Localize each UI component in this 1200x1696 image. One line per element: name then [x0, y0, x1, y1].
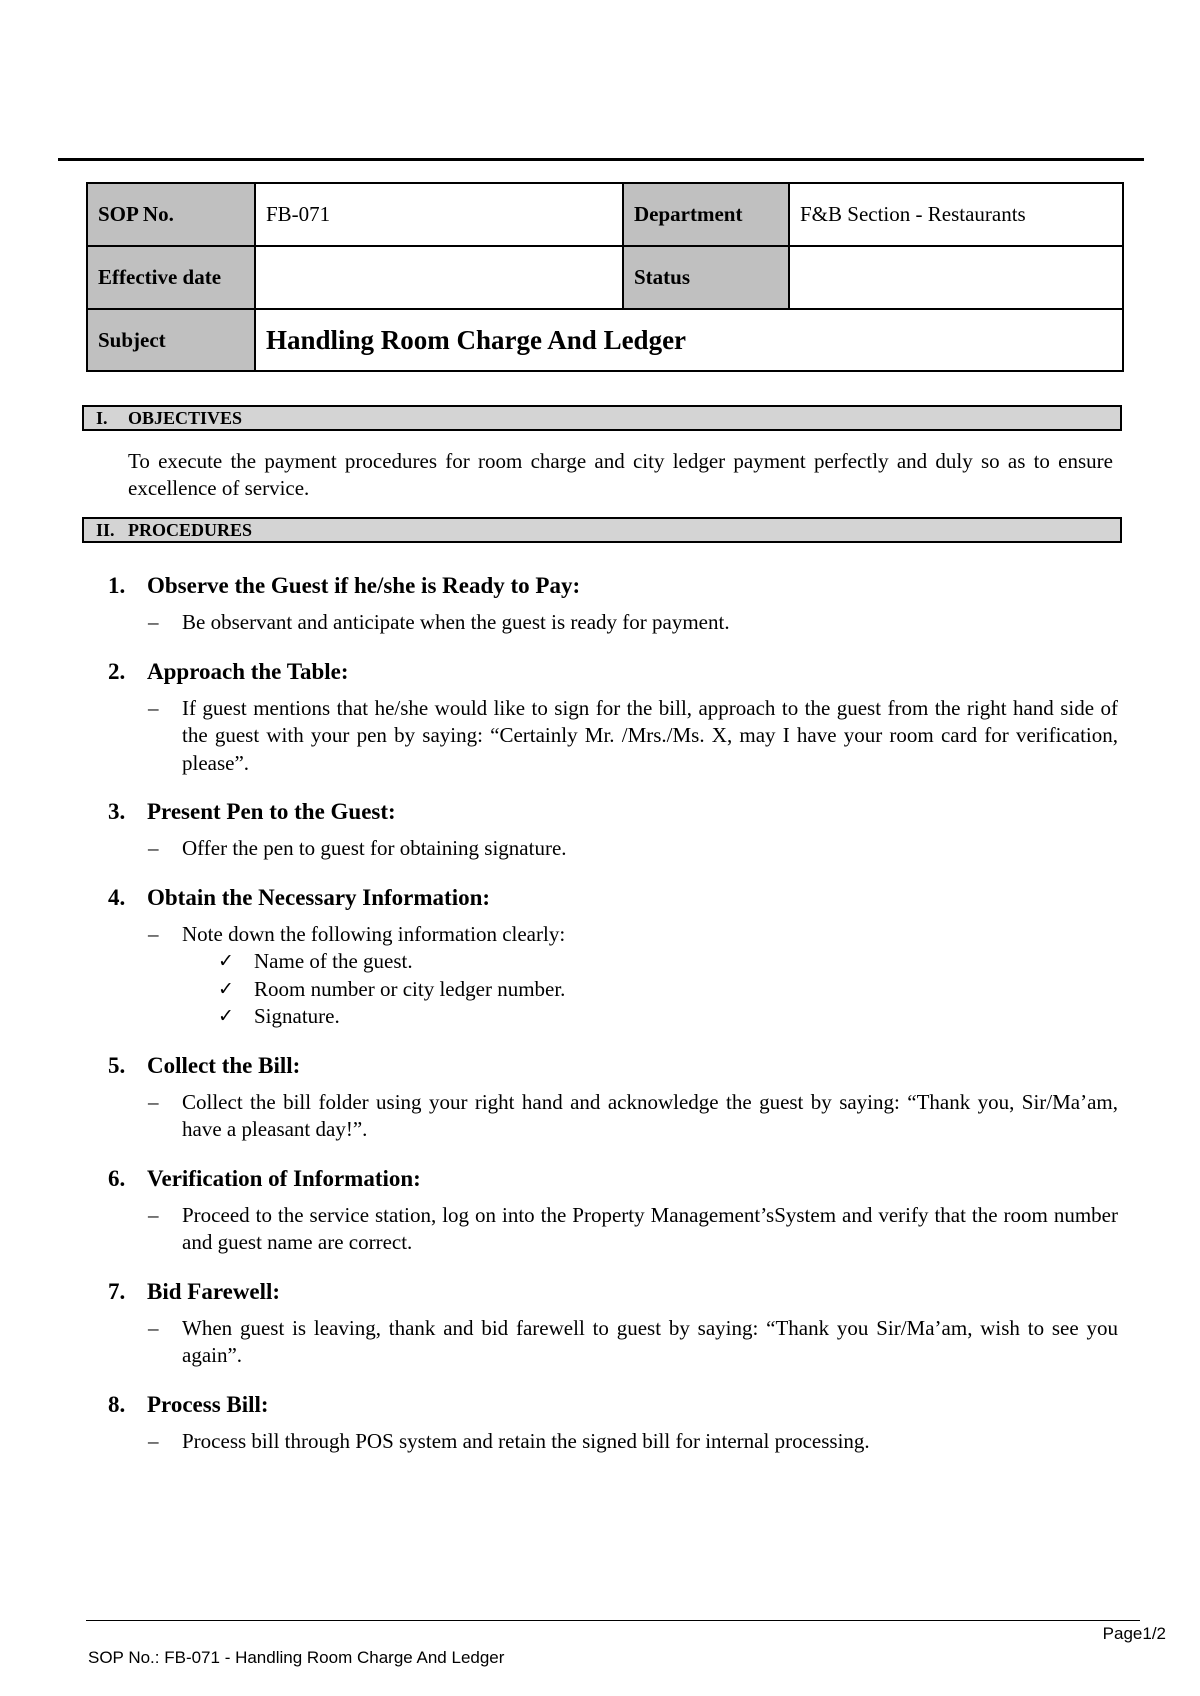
procedure-step — [108, 797, 1118, 863]
bullet-text: When guest is leaving, thank and bid farewell to guest by saying: “Thank you Sir/Ma’am, wish to see you again”. — [182, 1315, 1118, 1367]
status-value — [789, 246, 1123, 309]
procedure-step — [108, 571, 1118, 637]
step-heading — [108, 1390, 1118, 1420]
bullet-text: Offer the pen to guest for obtaining signature. — [182, 836, 567, 860]
procedure-step — [108, 657, 1118, 778]
bullet-text: Be observant and anticipate when the guest is ready for payment. — [182, 610, 730, 634]
procedure-step — [108, 883, 1118, 1031]
procedure-steps-list — [108, 571, 1118, 1455]
dash-icon: – — [148, 836, 159, 860]
step-title: Bid Farewell: — [147, 1278, 281, 1304]
procedure-step — [108, 1277, 1118, 1370]
dash-icon: – — [148, 1202, 159, 1227]
dash-icon: – — [148, 921, 159, 946]
step-bullets — [108, 835, 1118, 863]
step-number: 4. — [108, 884, 126, 910]
dash-icon: – — [148, 610, 159, 634]
step-bullet — [108, 1315, 1118, 1370]
step-title: Verification of Information: — [147, 1165, 421, 1191]
step-number: 3. — [108, 799, 126, 824]
step-number: 7. — [108, 1278, 126, 1304]
procedures-section-header — [82, 517, 1122, 543]
step-title: Obtain the Necessary Information: — [147, 884, 491, 910]
step-heading — [108, 797, 1118, 827]
department-value: F&B Section - Restaurants — [789, 183, 1123, 246]
checklist-item — [218, 976, 1118, 1004]
checklist-item — [218, 948, 1118, 976]
step-bullets — [108, 921, 1118, 949]
step-bullet — [108, 921, 1118, 949]
step-bullets — [108, 695, 1118, 778]
step-number: 6. — [108, 1165, 126, 1191]
sop-no-value: FB-071 — [255, 183, 623, 246]
step-heading — [108, 657, 1118, 687]
step-number: 5. — [108, 1052, 126, 1078]
checkmark-icon: ✓ — [218, 950, 234, 972]
objectives-text: To execute the payment procedures for room charge and city ledger payment perfectly and duly so as to ensure excellence of service. — [128, 449, 1113, 500]
checklist-text: Signature. — [254, 1004, 340, 1028]
step-bullet — [108, 1089, 1118, 1144]
step-heading — [108, 1051, 1118, 1081]
step-number: 2. — [108, 658, 126, 684]
sop-header-table — [86, 182, 1124, 372]
step-title: Collect the Bill: — [147, 1052, 301, 1078]
objectives-number: I. — [96, 408, 108, 428]
status-label: Status — [623, 246, 789, 309]
step-bullets — [108, 1089, 1118, 1144]
checkmark-icon: ✓ — [218, 977, 234, 1000]
step-title: Present Pen to the Guest: — [147, 799, 396, 824]
step-title: Observe the Guest if he/she is Ready to Pay: — [147, 573, 581, 598]
subject-value: Handling Room Charge And Ledger — [255, 309, 1123, 371]
step-number: 8. — [108, 1391, 126, 1417]
dash-icon: – — [148, 695, 159, 720]
checkmark-icon: ✓ — [218, 1005, 234, 1027]
checklist-text: Name of the guest. — [254, 949, 413, 973]
bullet-text: Process bill through POS system and retain the signed bill for internal processing. — [182, 1428, 870, 1453]
checklist-text: Room number or city ledger number. — [254, 976, 566, 1001]
subject-label: Subject — [87, 309, 255, 371]
step-bullet — [108, 609, 1118, 637]
page-number: Page1/2 — [1102, 1624, 1166, 1643]
step-heading — [108, 571, 1118, 601]
step-bullets — [108, 1428, 1118, 1456]
bullet-text: If guest mentions that he/she would like to sign for the bill, approach to the guest from the right hand side of the guest with your pen by saying: “Certainly Mr. /Mrs./Ms. X, may I have your room card for verification, please”. — [182, 695, 1118, 775]
step-bullet — [108, 1202, 1118, 1257]
procedures-number: II. — [96, 520, 115, 540]
sop-no-label: SOP No. — [87, 183, 255, 246]
header-rule — [58, 158, 1144, 161]
step-bullets — [108, 1202, 1118, 1257]
effective-date-value — [255, 246, 623, 309]
procedures-title: PROCEDURES — [128, 520, 253, 540]
procedure-step — [108, 1390, 1118, 1456]
step-number: 1. — [108, 573, 126, 598]
step-bullets — [108, 1315, 1118, 1370]
footer-text: SOP No.: FB-071 - Handling Room Charge And Ledger — [88, 1648, 505, 1667]
department-label: Department — [623, 183, 789, 246]
step-title: Process Bill: — [147, 1391, 269, 1417]
bullet-text: Note down the following information clearly: — [182, 921, 566, 946]
step-bullet — [108, 835, 1118, 863]
objectives-section-header — [82, 405, 1122, 431]
footer-rule — [86, 1620, 1140, 1621]
step-heading — [108, 883, 1118, 913]
step-heading — [108, 1164, 1118, 1194]
step-bullet — [108, 1428, 1118, 1456]
bullet-text: Collect the bill folder using your right hand and acknowledge the guest by saying: “Thank you, Sir/Ma’am, have a pleasant day!”. — [182, 1089, 1118, 1141]
step-bullets — [108, 609, 1118, 637]
objectives-title: OBJECTIVES — [128, 408, 243, 428]
checklist — [108, 948, 1118, 1031]
dash-icon: – — [148, 1428, 159, 1453]
step-title: Approach the Table: — [147, 658, 349, 684]
dash-icon: – — [148, 1315, 159, 1340]
step-heading — [108, 1277, 1118, 1307]
procedure-step — [108, 1051, 1118, 1144]
checklist-item — [218, 1003, 1118, 1031]
step-bullet — [108, 695, 1118, 778]
effective-date-label: Effective date — [87, 246, 255, 309]
bullet-text: Proceed to the service station, log on into the Property Management’sSystem and verify that the room number and guest name are correct. — [182, 1202, 1118, 1254]
dash-icon: – — [148, 1089, 159, 1114]
procedure-step — [108, 1164, 1118, 1257]
